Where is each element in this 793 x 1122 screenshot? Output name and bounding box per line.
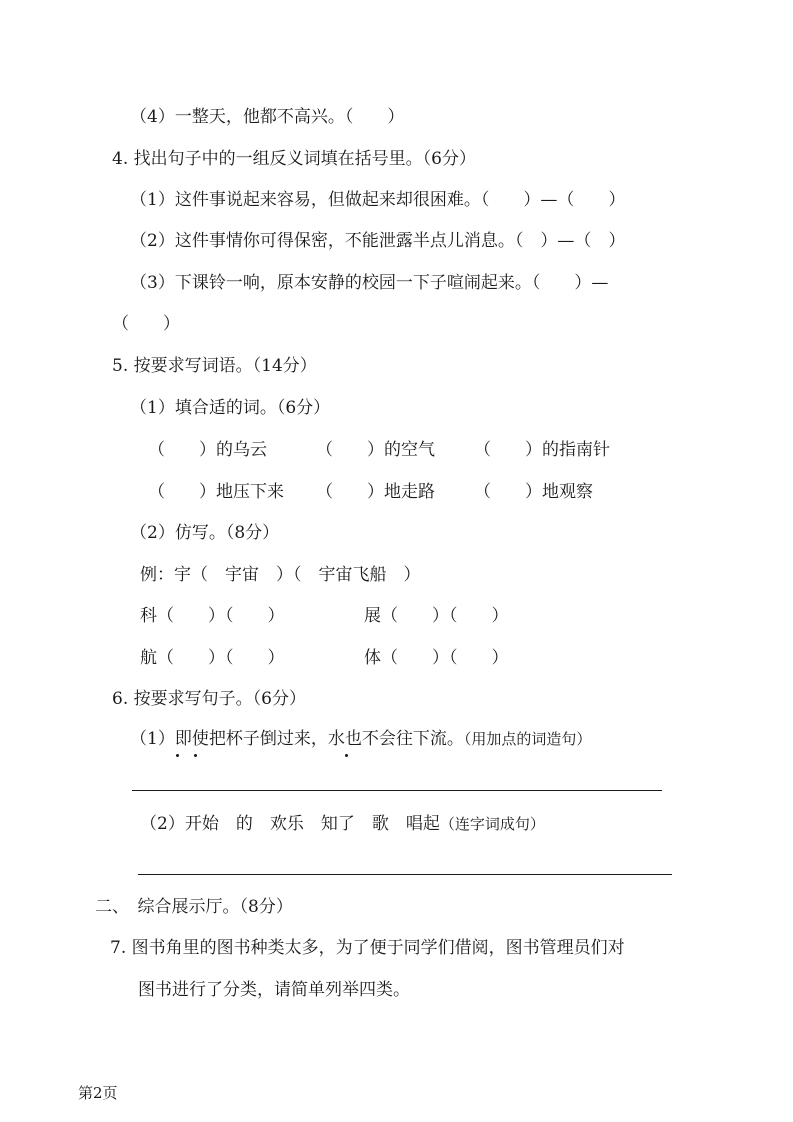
word-instruction: （连字词成句） <box>439 815 545 833</box>
question-5-part-2: （2）仿写。（8分） <box>130 523 280 543</box>
question-4-title: 4. 找出句子中的一组反义词填在括号里。（6分） <box>112 149 476 169</box>
answer-line-2[interactable] <box>138 874 672 875</box>
question-4-item-3-cont: （ ） <box>112 314 180 334</box>
answer-line-1[interactable] <box>132 790 662 791</box>
fill-word-r1c3: （ ）的指南针 <box>474 440 610 460</box>
imitate-ke: 科（ ）（ ） <box>140 606 285 626</box>
question-6-part-2 <box>140 813 545 835</box>
imitate-hang: 航（ ）（ ） <box>140 648 285 668</box>
question-7-line-1: 7. 图书角里的图书种类太多，为了便于同学们借阅，图书管理员们对 <box>110 938 625 958</box>
question-4-item-1: （1）这件事说起来容易，但做起来却很困难。（ ）—（ ） <box>130 190 626 210</box>
question-6-title: 6. 按要求写句子。（6分） <box>112 689 306 709</box>
word-list: （2）开始 的 欢乐 知了 歌 唱起 <box>140 814 440 834</box>
fill-word-r2c2: （ ）地走路 <box>316 482 435 502</box>
fill-word-r1c2: （ ）的空气 <box>316 440 435 460</box>
question-5-title: 5. 按要求写词语。（14分） <box>112 356 317 376</box>
emphasis-dot <box>194 754 197 757</box>
page-number: 第2页 <box>78 1084 118 1102</box>
imitate-example: 例：宇（ 宇宙 ）（ 宇宙飞船 ） <box>140 565 421 585</box>
fill-word-r2c3: （ ）地观察 <box>474 482 593 502</box>
section-2-title: 二、 综合展示厅。（8分） <box>95 897 293 917</box>
sentence-instruction: （用加点的词造句） <box>463 730 592 748</box>
fill-word-r2c1: （ ）地压下来 <box>148 482 284 502</box>
emphasis-dot <box>345 754 348 757</box>
question-4-item-2: （2）这件事情你可得保密，不能泄露半点儿消息。（ ）—（ ） <box>130 231 626 251</box>
question-4-item-3: （3）下课铃一响，原本安静的校园一下子喧闹起来。（ ）— <box>130 273 609 293</box>
emphasis-dot <box>176 754 179 757</box>
question-7-line-2: 图书进行了分类，请简单列举四类。 <box>138 980 410 1000</box>
item-4-4: （4）一整天，他都不高兴。（ ） <box>130 107 405 127</box>
fill-word-r1c1: （ ）的乌云 <box>148 440 267 460</box>
imitate-zhan: 展（ ）（ ） <box>364 606 509 626</box>
sentence-text: （1）即使把杯子倒过来，水也不会往下流。 <box>130 729 464 749</box>
question-6-part-1 <box>130 728 591 750</box>
imitate-ti: 体（ ）（ ） <box>364 648 509 668</box>
question-5-part-1: （1）填合适的词。（6分） <box>130 398 331 418</box>
